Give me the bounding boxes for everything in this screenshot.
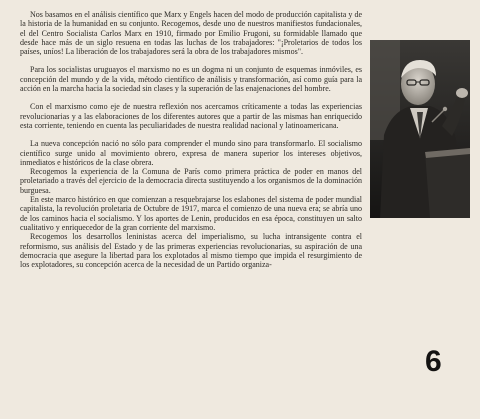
speaker-photo <box>370 40 470 218</box>
paragraph-4: La nueva concepción nació no sólo para comprender el mundo sino para transformarlo. El socialismo científico surge unido al movimiento obrero, expresa de manera superior los intereses objetivos, inmediatos e históricos de la clase obrera. <box>20 139 362 167</box>
body-text-column <box>20 10 362 269</box>
paragraph-3: Con el marxismo como eje de nuestra reflexión nos acercamos críticamente a todas las experiencias revolucionarias y a las elaboraciones de los diferentes autores que a partir de las mismas han enriquecido esta corriente, teniendo en cuenta las peculiaridades de nuestra realidad nacional y latinoamericana. <box>20 102 362 130</box>
page-number: 6 <box>425 345 442 378</box>
paragraph-1: Nos basamos en el análisis científico que Marx y Engels hacen del modo de producción capitalista y de la historia de la humanidad en su conjunto. Recogemos, desde uno de nuestros manifiestos fundacionales, el del Centro Socialista Carlos Marx en 1910, firmado por Emilio Frugoni, su formidable llamado que desde hace más de un siglo resuena en todas las luchas de los trabajadores: "¡Proletarios de todos los países, uníos! La liberación de los trabajadores será la obra de los trabajadores mismos". <box>20 10 362 57</box>
paragraph-2: Para los socialistas uruguayos el marxismo no es un dogma ni un conjunto de esquemas inmóviles, es concepción del mundo y de la vida, método científico de análisis y transformación, así como guía para la acción en la marcha hacia la sociedad sin clases y la superación de las enajenaciones del hombre. <box>20 65 362 94</box>
paragraph-5: Recogemos la experiencia de la Comuna de París como primera práctica de poder en manos del proletariado a través del ejercicio de la democracia directa sustituyendo a los organismos de la dominación burguesa. <box>20 167 362 195</box>
photo-speaker-at-podium <box>370 40 470 218</box>
paragraph-7: Recogemos los desarrollos leninistas acerca del imperialismo, su lucha intransigente contra el reformismo, sus análisis del Estado y de las primeras experiencias revolucionarias, su aspiración de una democracia que asegure la libertad para los explotados al mismo tiempo que impida el resurgimiento de los explotadores, su concepción acerca de la necesidad de un Partido organiza- <box>20 232 362 270</box>
paragraph-6: En este marco histórico en que comienzan a resquebrajarse los eslabones del sistema de poder mundial capitalista, la revolución proletaria de Octubre de 1917, marca el comienzo de una nueva era; se abría uno de los caminos hacia el socialismo. Y los aportes de Lenin, producidos en esa época, constituyen un salto cualitativo y enriquecedor de la gran corriente del marxismo. <box>20 195 362 232</box>
